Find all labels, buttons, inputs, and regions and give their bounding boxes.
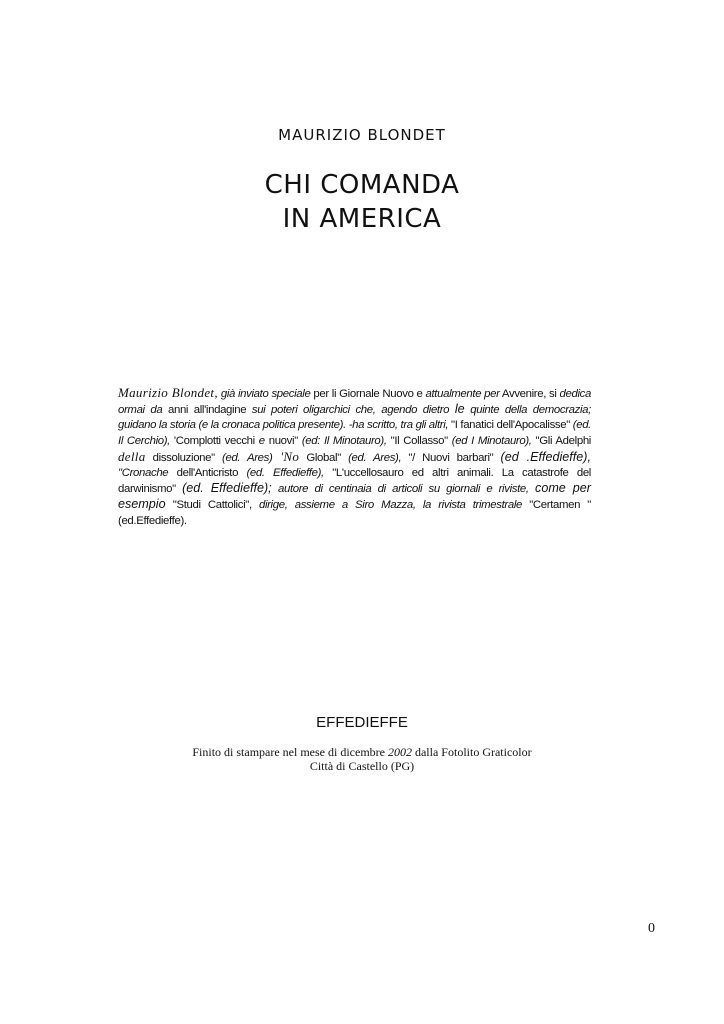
publisher-name: EFFEDIEFFE — [316, 714, 408, 731]
bio-segment: (ed: Il Minotauro), — [301, 434, 387, 447]
bio-segment: (ed. Effedieffe); — [182, 481, 272, 496]
bio-segment: Maurizio Blondet, — [118, 385, 218, 400]
colophon-text: Finito di stampare nel mese di dicembre — [192, 745, 388, 759]
bio-segment: della — [118, 448, 146, 464]
colophon-year: 2002 — [387, 745, 412, 759]
bio-segment: 'Complotti vecchi — [170, 434, 259, 447]
bio-segment: come per esempio — [118, 481, 591, 512]
author-name: MAURIZIO BLONDET — [278, 126, 446, 144]
bio-segment: dissoluzione" — [145, 451, 223, 464]
bio-segment: "I fanatici dell'Apocalisse" — [448, 419, 573, 432]
bio-segment: Global" — [299, 451, 349, 464]
bio-segment: "L'uccellosauro ed altri animali. La catastrofe del darwinismo" — [118, 467, 591, 496]
author-biography — [118, 385, 591, 529]
bio-segment: autore di centinaia di articoli su giornali e riviste, — [277, 483, 529, 496]
page-number: 0 — [648, 921, 655, 936]
bio-segment: quinte della democrazia; guidano la storia (e la cronaca politica presente). -ha scritto, tra gli altri, — [118, 404, 591, 432]
colophon-line-1 — [0, 745, 724, 759]
book-title — [0, 168, 724, 236]
bio-segment: dell'Anticristo — [168, 467, 247, 480]
colophon-line-2: Città di Castello (PG) — [309, 759, 415, 773]
bio-segment: (ed. Ares), — [348, 451, 402, 464]
title-line-2: IN AMERICA — [282, 204, 442, 234]
bio-segment: (ed I Minotauro), — [451, 434, 532, 447]
bio-segment: le — [454, 402, 465, 417]
bio-segment: 'No — [272, 448, 300, 464]
bio-segment: (ed .Effedieffe), — [500, 449, 591, 464]
bio-segment: "Il Collasso" — [386, 434, 452, 447]
title-line-1: CHI COMANDA — [264, 170, 460, 200]
bio-segment: attualmente per — [425, 388, 500, 400]
printing-colophon — [0, 745, 724, 773]
bio-segment: "Certamen "(ed.Effedieffe). — [118, 499, 591, 527]
bio-segment: (ed. Ares) — [222, 451, 273, 464]
bio-segment: nuovi" — [264, 434, 302, 447]
colophon-text: dalla Fotolito Graticolor — [411, 745, 532, 759]
bio-segment: dedica ormai da — [118, 388, 592, 417]
bio-segment: "Cronache — [118, 467, 169, 480]
bio-segment: dirige, assieme a Siro Mazza, la rivista trimestrale — [258, 499, 523, 512]
bio-segment: Avvenire, si — [499, 388, 560, 400]
bio-segment: sui poteri oligarchici che, agendo dietro — [251, 404, 455, 417]
bio-segment: anni all'indagine — [162, 404, 252, 417]
bio-segment: (ed. Effedieffe), — [246, 467, 324, 480]
bio-segment: (ed. Il Cerchio), — [118, 419, 591, 447]
bio-segment: "Gli Adelphi — [531, 434, 591, 447]
bio-segment: "Studi Cattolici", — [165, 499, 259, 512]
bio-segment: per li Giornale Nuovo e — [310, 388, 426, 400]
bio-segment: e — [258, 434, 265, 447]
bio-segment: "/ Nuovi barbari" — [401, 451, 501, 464]
bio-segment: già inviato speciale — [217, 388, 311, 400]
